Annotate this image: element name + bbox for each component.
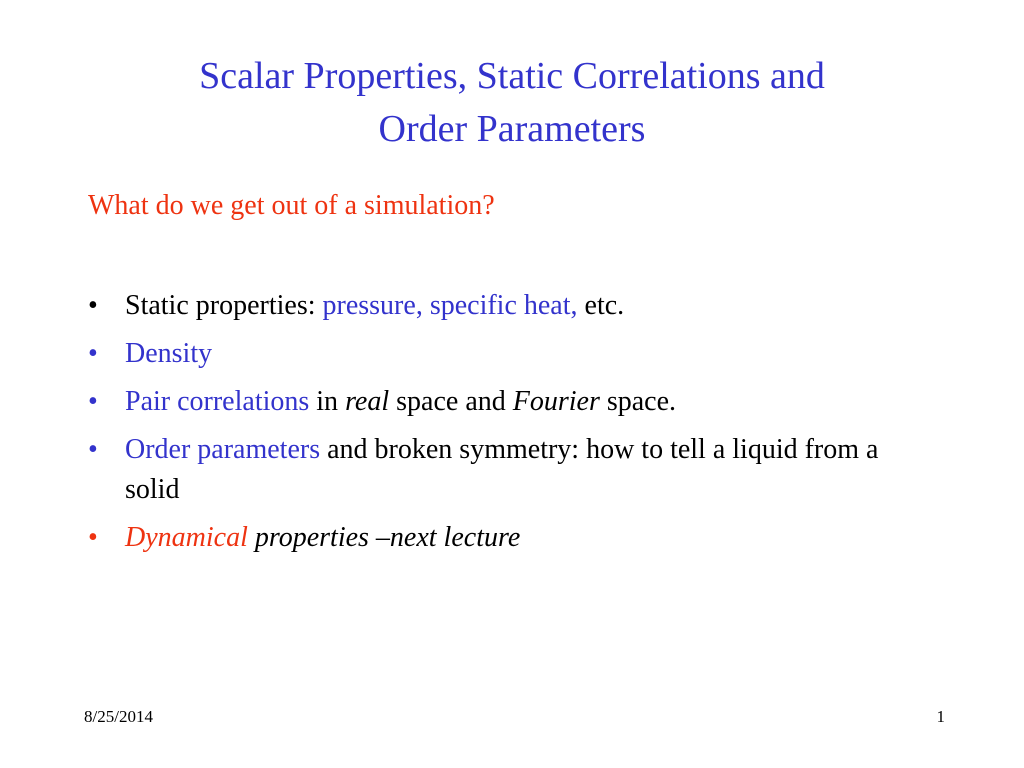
bullet-marker: • — [88, 434, 98, 465]
bullet-text: in — [309, 386, 346, 417]
bullet-item-order-parameters — [88, 430, 908, 510]
bullet-text: etc. — [577, 290, 625, 321]
bullet-item-static-properties — [88, 286, 908, 326]
bullet-highlight: Density — [125, 338, 213, 369]
slide-title — [112, 50, 912, 156]
bullet-item-pair-correlations — [88, 382, 908, 422]
page-number: 1 — [936, 707, 945, 726]
bullet-marker: • — [88, 290, 98, 321]
bullet-italic: real — [345, 386, 390, 417]
bullet-text: space and — [389, 386, 513, 417]
bullet-highlight: Order parameters — [125, 434, 321, 465]
slide-title-line-1: Scalar Properties, Static Correlations and — [199, 55, 825, 97]
bullet-item-density — [88, 334, 908, 374]
bullet-highlight: pressure, specific heat, — [322, 290, 578, 321]
bullet-text: space. — [599, 386, 677, 417]
footer-date: 8/25/2014 — [84, 707, 153, 726]
bullet-list — [88, 286, 908, 566]
bullet-highlight: Dynamical — [125, 522, 248, 553]
slide-subtitle: What do we get out of a simulation? — [88, 190, 495, 221]
bullet-marker: • — [88, 522, 98, 553]
bullet-highlight: Pair correlations — [125, 386, 310, 417]
bullet-italic: Fourier — [512, 386, 600, 417]
bullet-marker: • — [88, 338, 98, 369]
bullet-marker: • — [88, 386, 98, 417]
slide-title-line-2: Order Parameters — [378, 108, 646, 150]
bullet-text: and broken symmetry: how to tell a liquid from a solid — [125, 434, 879, 505]
bullet-item-dynamical — [88, 518, 908, 558]
bullet-text: Static properties: — [125, 290, 323, 321]
bullet-italic: properties –next lecture — [247, 522, 521, 553]
